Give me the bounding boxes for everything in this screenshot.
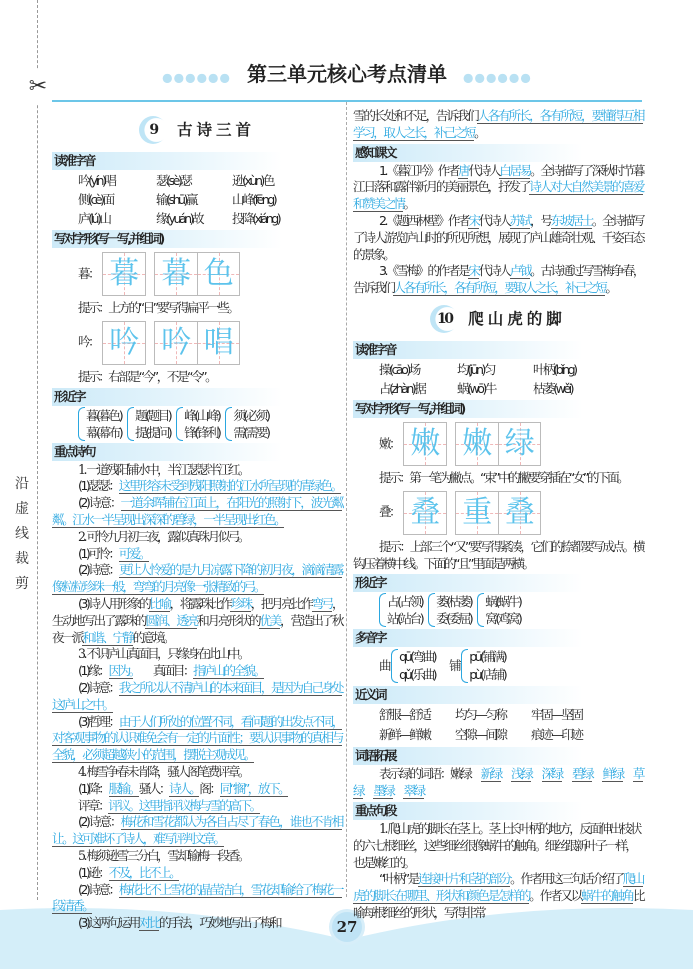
grid-character: 暮 [109, 256, 140, 291]
answer-text: 白居易 [499, 162, 531, 178]
answer-text: 一道余晖铺在江面上，在阳光的照射下，波光粼粼。江水一半呈现出深深的碧绿，一半呈现出红色。 [52, 495, 343, 527]
polyphonic-char: 铺 [449, 658, 460, 674]
pinyin-item: 叶柄(bǐng) [533, 361, 576, 377]
writing-practice [353, 490, 643, 536]
paragraph [52, 300, 342, 317]
answer-text: 对比 [138, 915, 159, 931]
text-segment: 提示：上部三个“又”要写得紧凑，它们的捺都要写成点。横钩压着横中线。下面的“且”里面是两横。 [353, 538, 643, 571]
character-grid [455, 491, 541, 535]
text-segment: 提示：第一笔为撇点。“束”中的撇要穿插在“女”的下面。 [379, 469, 628, 485]
grid-cell [404, 423, 446, 465]
answer-text: 诗人对大自然美景的喜爱和赞美之情 [353, 179, 644, 212]
answer-text: 梅花和雪花都认为各自占尽了春色，谁也不肯相让。这可难坏了诗人，难写评判文章。 [52, 814, 343, 847]
answer-text: 弯弓 [311, 595, 332, 611]
answer-text: 珍珠 [230, 595, 251, 611]
section-heading: 多音字 [353, 629, 583, 647]
polyphonic-characters [353, 648, 643, 684]
similar-word: 委(委屈) [436, 611, 472, 627]
grid-character: 嫩 [410, 425, 441, 461]
answer-text: 墨绿 [373, 783, 394, 799]
grid-cell [498, 492, 540, 534]
text-segment: 比喻每根细丝的形状，写得非常 [353, 888, 644, 920]
answer-text: 碧绿 [571, 766, 593, 782]
pinyin-item: 操(cāo)场 [379, 361, 419, 377]
paragraph [52, 562, 342, 596]
paragraph [52, 680, 342, 714]
reading: pù(店铺) [469, 667, 506, 683]
section-heading: 形近字 [52, 388, 282, 406]
answer-text: 比喻 [149, 595, 170, 611]
reading: qū(弯曲) [399, 649, 436, 665]
section-heading: 感知课文 [353, 144, 583, 162]
paragraph [52, 798, 342, 815]
text-segment: (2)诗意： [78, 814, 121, 830]
answer-text: 服输。 [108, 780, 139, 796]
character-grid [102, 321, 146, 365]
pinyin-item: 侧(cè)面 [78, 192, 113, 207]
character-grid [455, 422, 541, 466]
grid-cell [456, 492, 498, 534]
lesson-number-badge: 9 [139, 116, 167, 144]
writing-label: 暮： [78, 265, 99, 281]
similar-word: 蜗(蜗牛) [485, 594, 521, 610]
similar-group [379, 593, 422, 627]
right-column [353, 108, 643, 922]
pinyin-item: 庐(lú)山 [78, 211, 110, 226]
answer-text: 连接叶片和茎的部分 [418, 871, 511, 887]
writing-practice [52, 251, 342, 297]
paragraph [52, 781, 342, 798]
text-segment: 真面目： [132, 663, 194, 679]
answer-text: 更让人怜爱的是九月凉露下降的初月夜，滴滴清露像粒粒珍珠一般，弯弯的月亮像一张精致的弓。 [52, 562, 343, 595]
scissors-icon: ✂ [26, 70, 50, 104]
writing-label: 嫩： [379, 435, 400, 451]
text-segment [531, 766, 541, 781]
text-segment: 。古诗通过写雪梅争春，告诉我们 [353, 263, 644, 296]
synonym-pair: 均匀—匀称 [455, 707, 506, 723]
text-segment: (2)诗意： [78, 562, 119, 578]
answer-text: 鲜绿 [602, 766, 623, 782]
synonym-pair: 痕迹—印迹 [531, 727, 582, 743]
character-grid [154, 321, 240, 365]
synonym-pair: 舒服—舒适 [379, 707, 430, 723]
paragraph [353, 108, 643, 142]
text-segment [363, 783, 373, 798]
poem-line: 1. 爬山虎的脚长在茎上。茎上长叶柄的地方，反面伸出枝状的六七根细丝，这些细丝很像蜗牛的触角。细丝跟新叶子一样，也是嫩红的。 [353, 820, 640, 870]
answer-text: 宋 [468, 263, 479, 279]
paragraph [52, 596, 342, 646]
answer-text: 梅花比不上雪花的晶莹洁白，雪花却输给了梅花一段清香。 [52, 881, 343, 914]
character-grid [154, 252, 240, 296]
text-segment: (2)诗意： [78, 881, 119, 897]
section-heading: 词语拓展 [353, 747, 583, 765]
polyphonic-group [379, 648, 435, 684]
pinyin-item: 蜗(wō)牛 [457, 380, 496, 396]
pinyin-item: 枯萎(wěi) [533, 380, 573, 396]
similar-word: 萎(枯萎) [436, 594, 472, 610]
similar-word: 题(题目) [135, 407, 171, 423]
grid-cell [197, 322, 239, 364]
answer-text: 评议。这里指评议梅与雪的高下。 [108, 797, 260, 813]
paragraph [353, 766, 643, 800]
poem-line: 3. 不识庐山真面目，只缘身在此山中。 [78, 646, 249, 662]
similar-characters [353, 593, 643, 627]
reading: pū(铺满) [469, 649, 506, 665]
grid-cell [498, 423, 540, 465]
dots-decoration: ●●●●●● [162, 70, 231, 85]
answer-text: 和谐、宁静 [82, 629, 133, 645]
section-heading: 重点诗句 [52, 443, 282, 461]
answer-text: 东坡居士 [550, 212, 592, 228]
text-segment: 。作者用这三句话介绍了 [510, 871, 623, 887]
text-segment: 。 [403, 196, 414, 212]
answer-text: 诗人。 [169, 780, 200, 796]
character-grid [403, 422, 447, 466]
text-segment: 提示：上方的“日”要写得扁平一些。 [78, 300, 238, 315]
similar-pair [86, 407, 121, 441]
cut-line [37, 0, 38, 900]
pinyin-item: 山峰(fēng) [232, 192, 276, 207]
similar-word: 峰(山峰) [184, 407, 220, 423]
text-segment: 代诗人 [478, 263, 510, 279]
paragraph [353, 470, 643, 487]
section-heading: 写对字形(写一写,并组词) [353, 400, 583, 418]
similar-word: 锋(锋利) [184, 424, 220, 440]
text-segment: 。 [605, 280, 616, 296]
paragraph [353, 871, 643, 921]
lesson-title [353, 303, 643, 335]
text-segment: 阁： [199, 780, 220, 796]
poem-line: 1. 一道残阳铺水中，半江瑟瑟半江红。 [78, 461, 249, 477]
similar-word: 须(必须) [233, 407, 269, 423]
paragraph [353, 163, 643, 213]
similar-group [428, 593, 471, 627]
answer-text: 优美 [259, 612, 281, 628]
similar-word: 站(站台) [387, 611, 423, 627]
similar-word: 幕(幕布) [86, 424, 122, 440]
text-segment: 。 [474, 124, 485, 140]
answer-text: 深绿 [541, 766, 562, 782]
text-segment: (3)哲理： [78, 713, 119, 729]
synonym-list [353, 705, 643, 745]
brace-icon [391, 649, 398, 683]
text-segment: (3)这两句运用 [78, 915, 139, 931]
brace-icon [127, 407, 134, 441]
text-segment: (1)瑟瑟： [78, 478, 119, 494]
pinyin-item: 吟(yín)唱 [78, 173, 115, 188]
text-segment: 雪的长处和不足，告诉我们 [353, 108, 478, 123]
character-grid [403, 491, 447, 535]
grid-character: 绿 [504, 425, 535, 461]
pinyin-item: 缘(yuán)故 [156, 211, 203, 226]
polyphonic-group [449, 648, 505, 684]
paragraph [52, 495, 342, 529]
lesson-name: 古诗三首 [176, 119, 255, 139]
similar-pair [485, 593, 520, 627]
text-segment [562, 766, 572, 781]
pinyin-item: 瑟(sè)瑟 [156, 173, 191, 188]
similar-word: 占(占领) [387, 594, 423, 610]
synonym-pair: 新鲜—鲜嫩 [379, 727, 430, 743]
grid-character: 吟 [161, 324, 192, 360]
grid-cell [103, 322, 145, 364]
brace-icon [225, 407, 232, 441]
writing-label: 叠： [379, 504, 400, 520]
brace-icon [428, 593, 435, 627]
poem-line: 2. 可怜九月初三夜，露似真珠月似弓。 [78, 528, 249, 544]
similar-group [225, 407, 268, 441]
answer-text: 蜗牛的触角 [581, 888, 633, 904]
similar-pair [233, 407, 268, 441]
text-segment: 。全诗描写了深秋时节暮江日落和露伴新月的美丽景色，抒发了 [353, 162, 644, 195]
pinyin-item: 逊(xùn)色 [232, 173, 273, 188]
answer-text: 唐 [458, 162, 469, 178]
text-segment: 评章： [78, 797, 109, 813]
grid-character: 叠 [410, 494, 441, 530]
similar-word: 提(提问) [135, 424, 171, 440]
column-divider [346, 102, 347, 897]
answer-text: 不及，比不上。 [108, 864, 180, 880]
pinyin-list [52, 171, 342, 228]
answer-text: 我之所以认不清庐山的本来面目，是因为自己身处这庐山之中。 [52, 679, 343, 712]
paragraph [52, 865, 342, 882]
text-segment: (1)逊： [78, 864, 109, 880]
paragraph [52, 478, 342, 495]
answer-text: 这里形容未受到残阳照射的江水所呈现的青绿色。 [118, 478, 341, 494]
paragraph [353, 539, 643, 573]
paragraph [52, 915, 342, 932]
paragraph [52, 882, 342, 916]
brace-icon [176, 407, 183, 441]
brace-icon [461, 649, 468, 683]
similar-word: 窝(鸡窝) [485, 611, 521, 627]
readings [469, 648, 505, 684]
page-number: 27 [332, 912, 362, 942]
text-segment [592, 766, 602, 781]
dots-decoration: ●●●●●● [463, 70, 532, 85]
answer-text: 可爱。 [118, 545, 149, 561]
grid-character: 嫩 [462, 425, 493, 461]
grid-character: 色 [203, 256, 234, 291]
section-heading: 读准字音 [52, 152, 282, 170]
paragraph [52, 546, 342, 563]
grid-character: 暮 [161, 256, 192, 291]
text-segment [501, 766, 511, 781]
grid-cell [155, 322, 197, 364]
text-segment: (2)诗意： [78, 495, 121, 511]
answer-text: 翠绿 [403, 783, 424, 799]
reading: qǔ(乐曲) [399, 667, 436, 683]
lesson-number-badge: 10 [430, 305, 458, 333]
answer-text: 苏轼 [509, 212, 531, 228]
similar-word: 需(需要) [233, 424, 269, 440]
text-segment [393, 783, 403, 798]
character-grid [102, 252, 146, 296]
text-segment: (1)缘： [78, 663, 109, 679]
answer-text: 爬山虎的脚长在哪里、形状和颜色是怎样的 [353, 871, 644, 904]
answer-text: 人各有所长，各有所短，要取人之长，补己之短 [393, 280, 606, 296]
similar-group [477, 593, 520, 627]
poem-line: 4. 梅雪争春未肯降，骚人阁笔费评章。 [78, 763, 249, 779]
grid-character: 叠 [504, 494, 535, 530]
paragraph [52, 663, 342, 680]
polyphonic-char: 曲 [379, 658, 390, 674]
text-segment: ，生动地写出了露珠的 [52, 595, 343, 628]
section-heading: 形近字 [353, 574, 583, 592]
text-segment: 骚人： [138, 780, 170, 796]
readings [399, 648, 435, 684]
answer-text: 由于人们所处的位置不同，看问题的出发点不同，对客观事物的认识难免会有一定的片面性；要认识事物的真相与全貌，必须超越狭小的范围，摆脱主观成见。 [52, 713, 343, 763]
pinyin-item: 均(jūn)匀 [457, 361, 494, 377]
page-header [52, 58, 642, 87]
brace-icon [78, 407, 85, 441]
grid-character: 唱 [203, 324, 234, 360]
similar-group [127, 407, 170, 441]
pinyin-list [353, 360, 643, 398]
text-segment: (2)诗意： [78, 679, 119, 695]
paragraph [353, 263, 643, 297]
grid-cell [404, 492, 446, 534]
text-segment: (1)降： [78, 780, 109, 796]
synonym-pair: 牢固—坚固 [531, 707, 582, 723]
section-heading: 重点句段 [353, 802, 583, 820]
paragraph [52, 814, 342, 848]
grid-cell [103, 253, 145, 295]
section-heading: 写对字形(写一写,并组词) [52, 230, 282, 248]
text-segment: 。全诗描写了诗人游览庐山时的所见所想，展现了庐山雄奇壮观、千姿百态的景象。 [353, 212, 644, 262]
similar-word: 暮(暮色) [86, 407, 122, 423]
text-segment: ，营造出了秋夜一派 [52, 612, 343, 645]
similar-pair [135, 407, 170, 441]
answer-text: 圆润、透亮 [145, 612, 198, 628]
text-segment: 3.《雪梅》的作者是 [379, 263, 469, 279]
lesson-name: 爬山虎的脚 [468, 308, 566, 328]
text-segment [623, 766, 633, 781]
answer-text: 因为。 [108, 663, 133, 679]
similar-pair [436, 593, 471, 627]
text-segment: 1.《暮江吟》作者 [379, 162, 459, 178]
writing-practice [52, 320, 342, 366]
text-segment: (1)可怜： [78, 545, 119, 561]
text-segment: 和月亮形状的 [197, 612, 260, 628]
text-segment: 代诗人 [478, 212, 510, 228]
synonym-pair: 空隙—间隙 [455, 727, 506, 743]
left-column [52, 108, 342, 932]
text-segment: “叶柄”是 [379, 871, 419, 887]
answer-text: 指庐山的全貌。 [193, 663, 264, 679]
text-segment: 的手法，巧妙地写出了梅和 [159, 915, 281, 931]
text-segment: ，将露珠比作 [169, 595, 231, 611]
pinyin-item: 输(shū)赢 [156, 192, 197, 207]
cut-instruction: 沿虚线裁剪 [15, 476, 29, 592]
text-segment: 表示绿的词语：嫩绿 [379, 766, 481, 782]
text-segment: (3)诗人用形象的 [78, 595, 150, 611]
similar-group [176, 407, 219, 441]
answer-text: 卢钺 [509, 263, 531, 279]
brace-icon [477, 593, 484, 627]
paragraph [52, 369, 342, 386]
grid-cell [155, 253, 197, 295]
similar-pair [387, 593, 422, 627]
pinyin-item: 投降(xiáng) [232, 211, 280, 226]
text-segment: 代诗人 [468, 162, 500, 178]
similar-group [78, 407, 121, 441]
answer-text: 宋 [468, 212, 479, 228]
poem-line: 5. 梅须逊雪三分白，雪却输梅一段香。 [78, 847, 249, 863]
answer-text: 浅绿 [511, 766, 532, 782]
grid-character: 吟 [109, 324, 140, 360]
answer-text: 草绿 [353, 766, 643, 799]
writing-practice [353, 421, 643, 467]
text-segment: 2.《题西林壁》作者 [379, 212, 469, 228]
writing-label: 吟： [78, 334, 99, 350]
text-segment: 。作者又以 [529, 888, 582, 904]
text-segment: ，号 [530, 212, 551, 228]
pinyin-item: 占(zhàn)据 [379, 380, 425, 396]
text-segment: 的意境。 [132, 629, 174, 645]
brace-icon [379, 593, 386, 627]
header-rule [52, 100, 642, 102]
text-segment: ，把月亮比作 [250, 595, 312, 611]
page-title: 第三单元核心考点清单 [247, 62, 447, 86]
section-heading: 读准字音 [353, 341, 583, 359]
grid-cell [456, 423, 498, 465]
paragraph [353, 213, 643, 263]
grid-character: 重 [462, 494, 493, 530]
section-heading: 近义词 [353, 686, 583, 704]
paragraph [52, 714, 342, 764]
similar-characters [52, 407, 342, 441]
text-segment: 提示：右部是“今”，不是“令”。 [78, 368, 216, 384]
similar-pair [184, 407, 219, 441]
lesson-title [52, 114, 342, 146]
answer-text: 人各有所长，各有所短，要懂得互相学习，取人之长，补己之短 [353, 108, 644, 140]
answer-text: 新绿 [480, 766, 501, 782]
grid-cell [197, 253, 239, 295]
answer-text: 同“搁”，放下。 [219, 780, 289, 796]
